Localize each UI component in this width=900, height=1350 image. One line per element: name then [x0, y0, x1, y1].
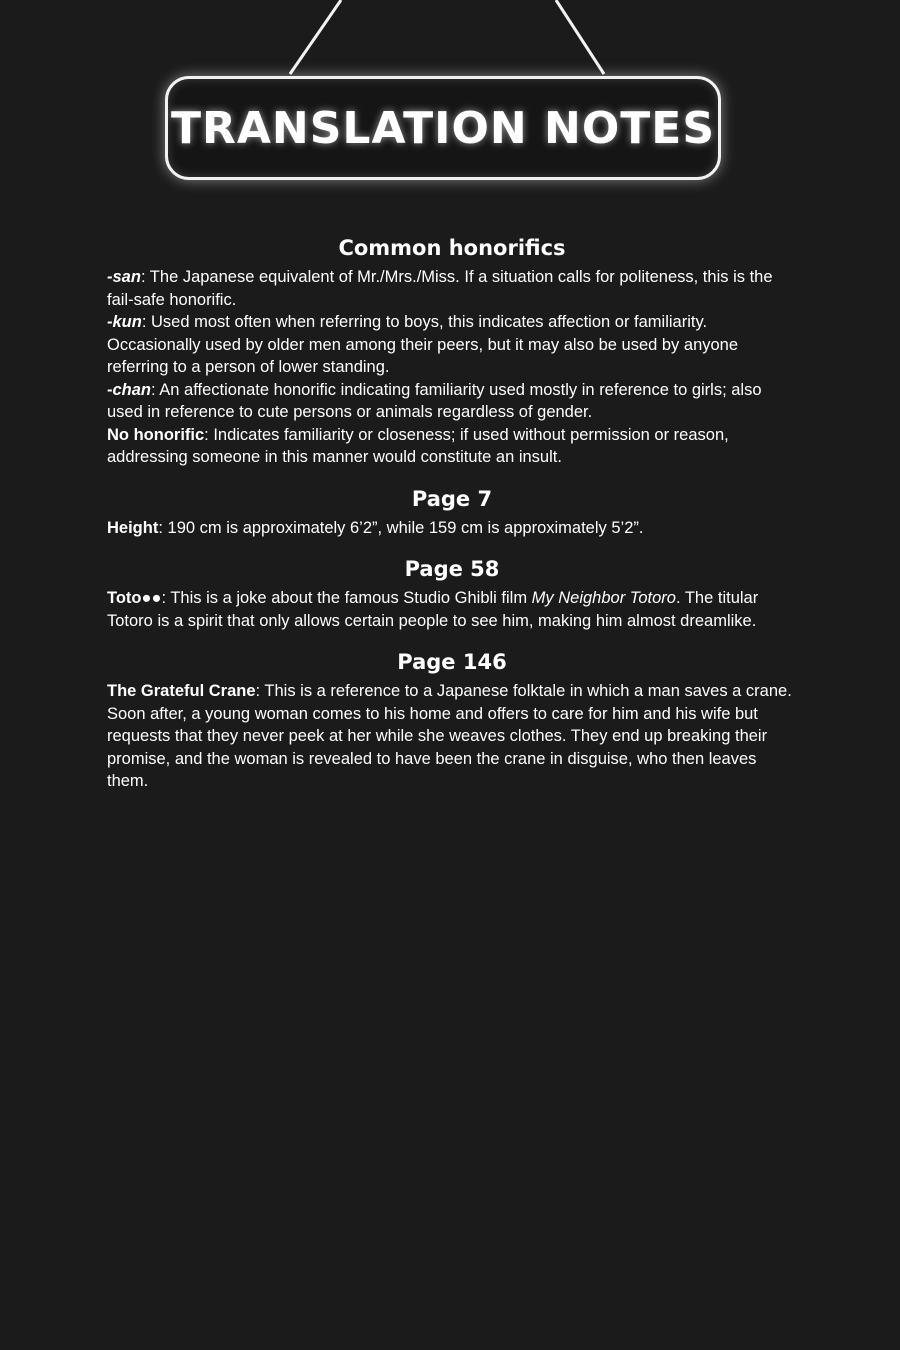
section-page-58 [107, 553, 797, 632]
note-term: The Grateful Crane [107, 682, 256, 700]
section-heading: Page 58 [404, 557, 500, 581]
section-heading: Page 7 [411, 486, 493, 511]
note-text: . The titular Totoro is a spirit that only allows certain people to see him, making him almost dreamlike. [107, 589, 759, 630]
note-term: No honorific [107, 425, 205, 444]
note-term: -kun [107, 313, 142, 331]
note-text: : Used most often when referring to boys, this indicates affection or familiarity. Occasionally used by older men among their peers, but it may also be used by anyone referring to a person of lower standing. [107, 313, 739, 376]
section-heading: Page 146 [397, 650, 507, 674]
film-title: My Neighbor Totoro [531, 589, 676, 607]
note-term: -chan [107, 380, 152, 399]
note-entry-san [107, 266, 797, 311]
note-entry-no-honorific [107, 424, 797, 469]
section-heading: Common honorifics [338, 236, 566, 260]
note-text: : This is a reference to a Japanese folktale in which a man saves a crane. Soon after, a young woman comes to his home and offers to care for him and his wife but requests that they never peek at her while she weaves clothes. They end up breaking their promise, and the woman is revealed to have been the crane in disguise, who then leaves them. [107, 682, 792, 790]
page-title: TRANSLATION NOTES [170, 102, 716, 154]
note-entry-kun [107, 311, 797, 379]
note-term: -san [107, 268, 141, 286]
section-page-7 [107, 483, 797, 540]
note-text: : An affectionate honorific indicating familiarity used mostly in reference to girls; also used in reference to cute persons or animals regardless of gender. [107, 380, 762, 421]
note-entry-grateful-crane [107, 680, 797, 793]
note-entry-chan [107, 379, 797, 424]
section-common-honorifics [107, 232, 797, 469]
note-text: : The Japanese equivalent of Mr./Mrs./Miss. If a situation calls for politeness, this is the fail-safe honorific. [107, 268, 773, 309]
note-text: : 190 cm is approximately 6’2”, while 159 cm is approximately 5’2”. [158, 518, 644, 537]
note-entry-totoro [107, 587, 797, 632]
note-text: : This is a joke about the famous Studio Ghibli film [161, 589, 532, 607]
notes-content [107, 232, 797, 807]
hanger-string-right [556, 0, 604, 74]
note-text: : Indicates familiarity or closeness; if used without permission or reason, addressing someone in this manner would constitute an insult. [107, 425, 729, 466]
note-entry-height [107, 517, 797, 540]
title-sign [165, 76, 721, 180]
section-page-146 [107, 646, 797, 793]
note-term: Height [107, 518, 159, 537]
note-term: Toto●● [107, 589, 162, 607]
hanger-string-left [290, 0, 341, 74]
